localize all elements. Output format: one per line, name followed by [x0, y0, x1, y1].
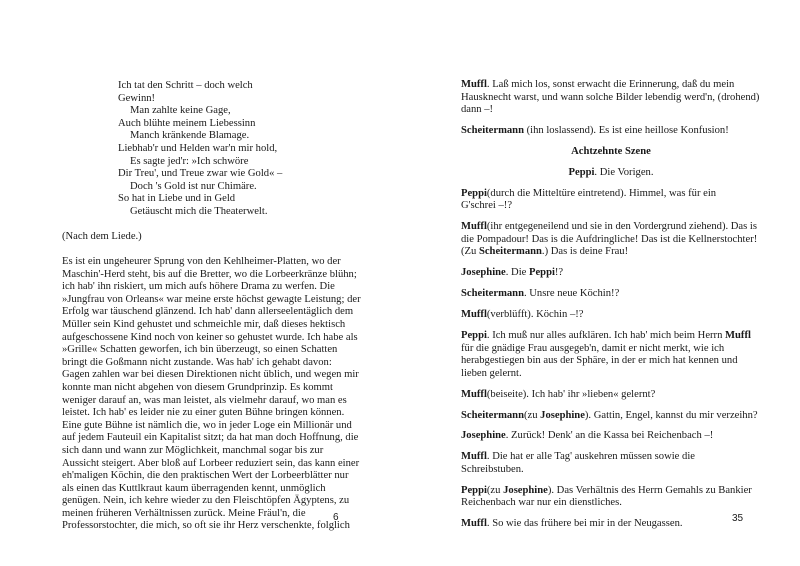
dialogue-line — [461, 188, 761, 201]
scene-heading — [461, 167, 761, 180]
prose-line: Aussicht steigert. Aber bloß auf Lorbeer reduziert sein, das kann einer — [62, 457, 360, 469]
dialogue-text: . Die — [505, 267, 529, 279]
dialogue-text: (zu — [523, 409, 541, 421]
speaker-name: Josephine — [461, 430, 506, 442]
speaker-name: Scheitermann — [478, 246, 542, 258]
dialogue-text: Hausknecht warst, und wann solche Bilder lebendig werd'n, (drohend) — [461, 91, 760, 103]
dialogue-text: (zu — [486, 484, 504, 496]
dialogue-text: für die gnädige Frau ausgegeb'n, damit er nicht merkt, wie ich — [461, 342, 725, 354]
verse-line: Getäuscht mich die Theaterwelt. — [130, 205, 268, 217]
verse-line: Doch 's Gold ist nur Chimäre. — [130, 180, 257, 192]
dialogue-line — [461, 330, 761, 343]
dialogue-text: Reichenbach war nur ein dienstliches. — [461, 497, 622, 509]
dialogue-text: Schreibstuben. — [461, 463, 524, 475]
dialogue-line — [461, 368, 761, 381]
speaker-name: Josephine — [540, 409, 585, 421]
dialogue-line — [461, 497, 761, 510]
dialogue-line — [461, 92, 761, 105]
prose-line: weniger darauf an, was man leistet, als vielmehr darauf, wo man es — [62, 394, 347, 406]
speaker-name: Peppi — [529, 267, 555, 279]
prose-line: Müller sein Kind gehustet und schmeichle mir, daß dieses hektisch — [62, 318, 346, 330]
prose-line: leistet. Ich hab' es leider nie zu einer guten Bühne bringen können. — [62, 407, 345, 419]
verse-line: Man zahlte keine Gage, — [130, 105, 231, 117]
speaker-name: Muffl — [461, 79, 487, 90]
verse-line: Es sagte jed'r: »Ich schwöre — [130, 155, 249, 167]
prose-line: genügen. Nein, ich kehre wieder zu den Fleischtöpfen Ägyptens, zu — [62, 495, 350, 507]
speaker-name: Scheitermann — [461, 409, 524, 421]
speaker-name: Peppi — [461, 329, 487, 341]
dialogue-line — [461, 451, 761, 464]
dialogue-text: dann –! — [461, 104, 494, 116]
speaker-name: Peppi — [461, 187, 487, 199]
dialogue-text: . Laß mich los, sonst erwacht die Erinnerung, daß du mein — [486, 79, 735, 90]
speech-block — [461, 309, 761, 322]
dialogue-line — [461, 343, 761, 356]
dialogue-text: die Pompadour! Das is die Aufdringliche! Das ist die Kellnerstochter! — [461, 233, 758, 245]
dialogue-text: (beiseite). Ich hab' ihr »lieben« gelernt? — [486, 388, 656, 400]
dialogue-line — [461, 234, 761, 247]
speaker-name: Josephine — [461, 267, 506, 279]
dialogue-line — [461, 430, 761, 443]
dialogue-text: (ihr entgegeneilend und sie in den Vordergrund ziehend). Das is — [486, 221, 757, 233]
dialogue-line — [461, 309, 761, 322]
dialogue-line — [461, 79, 761, 92]
dialogue-section — [461, 79, 761, 539]
prose-line: Maschin'-Herd steht, bis auf die Bretter, wo die Lorbeerkränze blühn; — [62, 268, 357, 280]
prose-line: Erfolg war täuschend glänzend. Ich hab' dann allerseelentäglich dem — [62, 306, 354, 318]
speaker-name: Scheitermann — [461, 288, 524, 300]
dialogue-text: . So wie das frühere bei mir in der Neugassen. — [486, 518, 683, 530]
verse-line: Liebhab'r und Helden war'n mir hold, — [118, 142, 278, 154]
prose-line: als einen das Kuttlkraut kaum überragenden kennt, unmöglich — [62, 482, 326, 494]
dialogue-text: (ihn loslassend). Es ist eine heillose Konfusion! — [523, 125, 729, 137]
speaker-name: Muffl — [461, 388, 487, 400]
monologue-paragraph — [62, 256, 361, 533]
prose-line: »Jungfrau von Orleans« war meine erste höchst gewagte Leistung; der — [62, 293, 361, 305]
page-number-left: 6 — [333, 512, 339, 523]
scene-heading — [461, 146, 761, 159]
verse-line: Ich tat den Schritt – doch welch — [118, 80, 253, 91]
verse-line: Gewinn! — [118, 92, 156, 104]
speaker-name: Muffl — [725, 329, 751, 341]
verse-line: Manch kränkende Blamage. — [130, 130, 250, 142]
dialogue-text: . Die Vorigen. — [594, 166, 654, 178]
speech-block — [461, 288, 761, 301]
prose-line: konnte man nicht abgehen von diesem Grundprinzip. Es kommt — [62, 381, 333, 393]
dialogue-text: . Unsre neue Köchin!? — [523, 288, 620, 300]
prose-line: ich hab' ihn riskiert, um mich aufs höhere Drama zu werfen. Die — [62, 281, 335, 293]
speech-block — [461, 330, 761, 380]
speaker-name: Peppi — [461, 484, 487, 496]
speech-block — [461, 188, 761, 213]
prose-line: Es ist ein ungeheurer Sprung von den Kehlheimer-Platten, wo der — [62, 256, 341, 267]
speech-block — [461, 485, 761, 510]
speech-block — [461, 410, 761, 423]
prose-line: Professorstochter, die mich, so oft sie ihr Herz verschenkte, folglich — [62, 520, 350, 532]
prose-line: bringt die Goßmann nicht zustande. Was hab' ich gehabt davon: — [62, 356, 332, 368]
speaker-name: Josephine — [503, 484, 548, 496]
dialogue-line — [461, 104, 761, 117]
speech-block — [461, 451, 761, 476]
speech-block — [461, 430, 761, 443]
speaker-name: Peppi — [568, 166, 595, 178]
verse-line: So hat in Liebe und in Geld — [118, 193, 236, 205]
dialogue-text: !? — [554, 267, 564, 279]
dialogue-text: . Zurück! Denk' an die Kassa bei Reichenbach –! — [505, 430, 714, 442]
dialogue-line — [461, 410, 761, 423]
dialogue-text: . Ich muß nur alles aufklären. Ich hab' mich beim Herrn — [486, 329, 726, 341]
speech-block — [461, 221, 761, 259]
speaker-name: Muffl — [461, 309, 487, 321]
dialogue-line — [461, 267, 761, 280]
dialogue-text: herabgestiegen bin aus der Sphäre, in der er mich hat kennen und — [461, 355, 738, 367]
dialogue-text: (verblüfft). Köchin –!? — [486, 309, 584, 321]
speech-block — [461, 79, 761, 117]
speaker-name: Muffl — [461, 221, 487, 233]
verse-line: Dir Treu', und Treue zwar wie Gold« – — [118, 168, 283, 180]
dialogue-text: . Die hat er alle Tag' auskehren müssen sowie die — [486, 451, 695, 463]
prose-line: »Grille« Schatten geworfen, ich bin überzeugt, so einen Schatten — [62, 344, 338, 356]
speaker-name: Scheitermann — [461, 125, 524, 137]
speaker-name: Achtzehnte Szene — [571, 145, 651, 157]
prose-line: eh'maligen Köchin, die den praktischen Wert der Lorbeerblätter nur — [62, 470, 349, 482]
speech-block — [461, 267, 761, 280]
dialogue-text: G'schrei –!? — [461, 200, 513, 212]
right-page — [400, 0, 800, 566]
speaker-name: Muffl — [461, 518, 487, 530]
prose-line: sich dann und wann zur Möglichkeit, manchmal sogar bis zur — [62, 444, 324, 456]
dialogue-line — [461, 221, 761, 234]
speech-block — [461, 125, 761, 138]
dialogue-text: .) Das is deine Frau! — [541, 246, 629, 258]
dialogue-line — [461, 125, 761, 138]
speaker-name: Muffl — [461, 451, 487, 463]
dialogue-text: (durch die Mitteltüre eintretend). Himmel, was für ein — [486, 187, 717, 199]
dialogue-line — [461, 518, 761, 531]
dialogue-line — [461, 146, 761, 159]
prose-line: meinen früheren Verhältnissen zurück. Meine Fräul'n, die — [62, 507, 306, 519]
prose-line: aufgeschossene Kind noch von keiner so gehustet wurde. Ich habe als — [62, 331, 358, 343]
dialogue-line — [461, 200, 761, 213]
dialogue-line — [461, 167, 761, 180]
dialogue-line — [461, 485, 761, 498]
dialogue-text: ). Das Verhältnis des Herrn Gemahls zu Bankier — [547, 484, 752, 496]
prose-line: auf jedem Fauteuil ein Kapitalist sitzt; da hat man doch Hoffnung, die — [62, 432, 359, 444]
dialogue-line — [461, 389, 761, 402]
dialogue-text: (Zu — [461, 246, 479, 258]
dialogue-text: lieben gelernt. — [461, 367, 522, 379]
dialogue-text: ). Gattin, Engel, kannst du mir verzeihn? — [584, 409, 758, 421]
speech-block — [461, 518, 761, 531]
verse-line: Auch blühte meinem Liebessinn — [118, 117, 256, 129]
dialogue-line — [461, 288, 761, 301]
prose-line: Eine gute Bühne ist nämlich die, wo in jeder Loge ein Millionär und — [62, 419, 352, 431]
dialogue-line — [461, 355, 761, 368]
song-verse — [118, 80, 358, 219]
speech-block — [461, 389, 761, 402]
stage-direction: (Nach dem Liede.) — [62, 231, 142, 242]
prose-line: Gagen zahlen war bei diesen Direktionen nicht üblich, und wegen mir — [62, 369, 359, 381]
page-number-right: 35 — [732, 513, 744, 524]
dialogue-line — [461, 464, 761, 477]
dialogue-line — [461, 246, 761, 259]
